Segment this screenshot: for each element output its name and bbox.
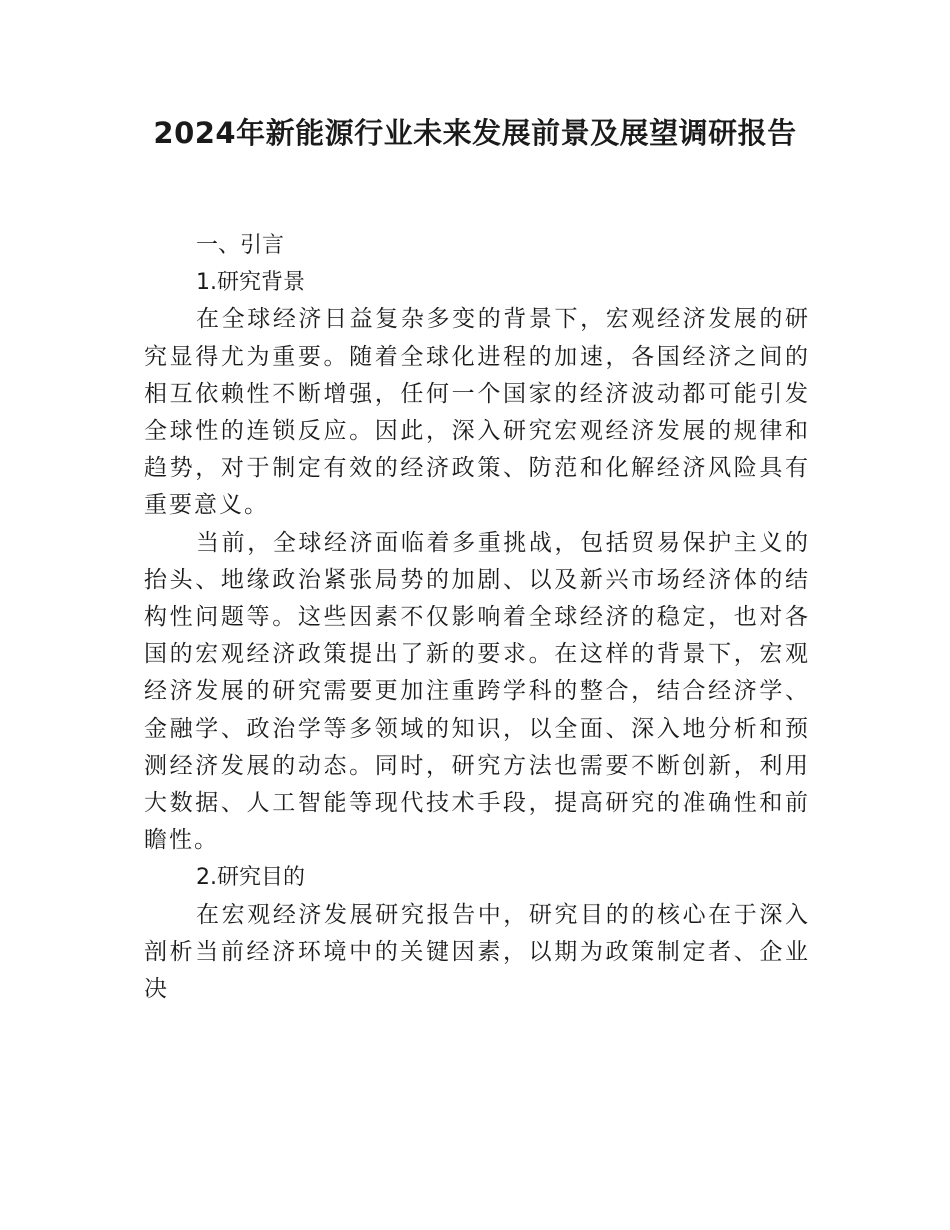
document-body — [144, 227, 810, 1008]
paragraph-background-2: 当前，全球经济面临着多重挑战，包括贸易保护主义的抬头、地缘政治紧张局势的加剧、以及新兴市场经济体的结构性问题等。这些因素不仅影响着全球经济的稳定，也对各国的宏观经济政策提出了新的要求。在这样的背景下，宏观经济发展的研究需要更加注重跨学科的整合，结合经济学、金融学、政治学等多领域的知识，以全面、深入地分析和预测经济发展的动态。同时，研究方法也需要不断创新，利用大数据、人工智能等现代技术手段，提高研究的准确性和前瞻性。 — [144, 529, 810, 854]
document-title: 2024年新能源行业未来发展前景及展望调研报告 — [153, 116, 797, 150]
paragraph-purpose-1: 在宏观经济发展研究报告中，研究目的的核心在于深入剖析当前经济环境中的关键因素，以期为政策制定者、企业决 — [144, 901, 810, 1003]
subsection-heading-background: 1.研究背景 — [196, 270, 305, 296]
section-heading-introduction: 一、引言 — [196, 233, 285, 258]
subsection-heading-purpose: 2.研究目的 — [196, 865, 305, 891]
paragraph-background-1: 在全球经济日益复杂多变的背景下，宏观经济发展的研究显得尤为重要。随着全球化进程的加速，各国经济之间的相互依赖性不断增强，任何一个国家的经济波动都可能引发全球性的连锁反应。因此，深入研究宏观经济发展的规律和趋势，对于制定有效的经济政策、防范和化解经济风险具有重要意义。 — [144, 306, 810, 519]
